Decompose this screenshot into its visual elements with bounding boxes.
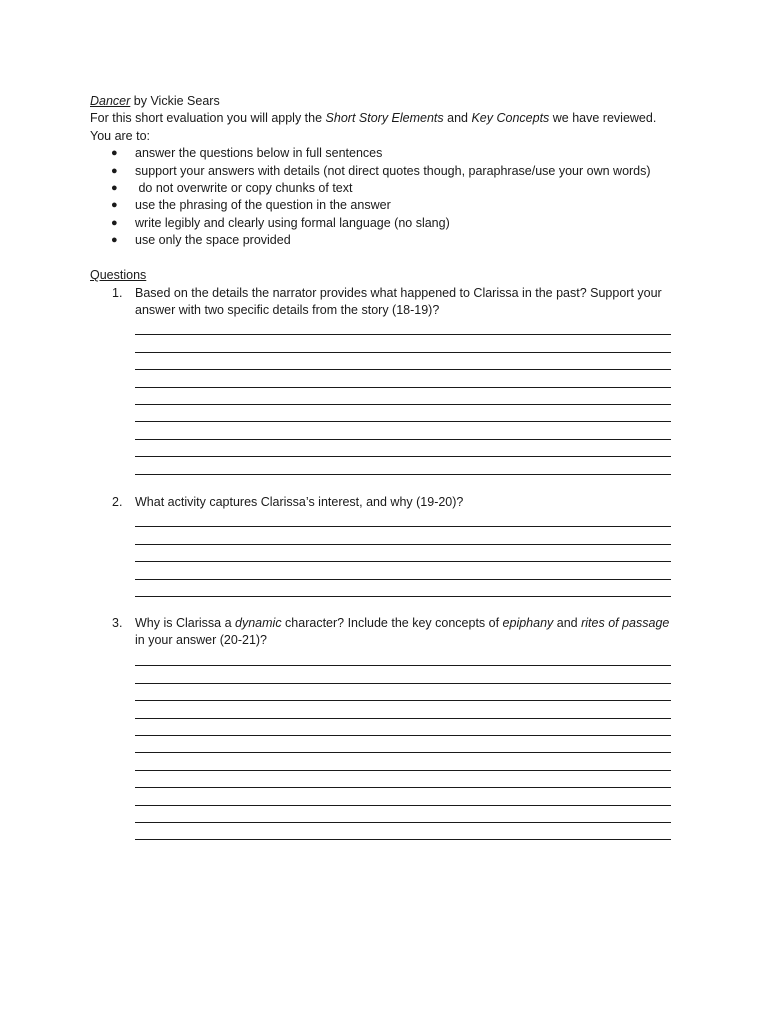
question-number: 1. — [112, 286, 123, 300]
answer-line[interactable] — [135, 823, 671, 840]
answer-line[interactable] — [135, 771, 671, 788]
answer-line[interactable] — [135, 684, 671, 701]
title-line — [90, 93, 690, 110]
bullet-icon: ● — [111, 147, 118, 160]
question-text-line: answer with two specific details from the story (18-19)? — [135, 303, 440, 318]
question-emphasis: epiphany — [502, 616, 554, 630]
question-part: character? Include the key concepts of — [281, 616, 503, 630]
question-number: 3. — [112, 616, 123, 630]
question-part: and — [553, 616, 582, 630]
bullet-text: support your answers with details (not direct quotes though, paraphrase/use your own words) — [135, 163, 651, 178]
answer-line[interactable] — [135, 649, 671, 666]
question-emphasis: rites of passage — [581, 616, 670, 630]
instructions-label: You are to: — [90, 128, 151, 143]
bullet-icon: ● — [111, 199, 118, 212]
intro-text — [90, 110, 690, 127]
answer-line[interactable] — [135, 388, 671, 405]
intro-emphasis: Key Concepts — [471, 111, 550, 126]
answer-line[interactable] — [135, 701, 671, 718]
question-2 — [90, 494, 690, 511]
answer-line[interactable] — [135, 457, 671, 474]
list-item — [90, 232, 690, 249]
intro-emphasis: Short Story Elements — [325, 111, 444, 126]
question-emphasis: dynamic — [235, 616, 282, 630]
bullet-icon: ● — [111, 216, 118, 229]
bullet-icon: ● — [111, 164, 118, 177]
questions-heading: Questions — [90, 268, 147, 282]
answer-line[interactable] — [135, 370, 671, 387]
intro-part: we have reviewed. — [549, 111, 657, 126]
intro-part: and — [443, 111, 472, 126]
answer-line[interactable] — [135, 335, 671, 352]
answer-line[interactable] — [135, 527, 671, 544]
answer-line[interactable] — [135, 318, 671, 335]
question-3 — [90, 615, 690, 650]
question-text-line: Based on the details the narrator provides what happened to Clarissa in the past? Support your — [135, 286, 662, 300]
bullet-text: write legibly and clearly using formal language (no slang) — [135, 215, 450, 230]
instructions-list — [90, 145, 690, 249]
answer-line[interactable] — [135, 580, 671, 597]
question-part: Why is Clarissa a — [135, 616, 236, 630]
answer-line[interactable] — [135, 806, 671, 823]
answer-area-2[interactable] — [135, 510, 671, 597]
answer-line[interactable] — [135, 666, 671, 683]
answer-line[interactable] — [135, 422, 671, 439]
answer-area-3[interactable] — [135, 649, 671, 840]
answer-line[interactable] — [135, 510, 671, 527]
bullet-text: use only the space provided — [135, 233, 291, 248]
list-item — [90, 180, 690, 197]
answer-line[interactable] — [135, 753, 671, 770]
question-text-line: in your answer (20-21)? — [135, 633, 268, 648]
question-number: 2. — [112, 495, 123, 509]
question-text-line — [135, 615, 690, 632]
intro-part: For this short evaluation you will apply the — [90, 111, 326, 126]
bullet-text: do not overwrite or copy chunks of text — [135, 181, 353, 196]
answer-line[interactable] — [135, 788, 671, 805]
question-1 — [90, 285, 690, 320]
bullet-text: answer the questions below in full sentences — [135, 146, 383, 161]
answer-line[interactable] — [135, 562, 671, 579]
story-title: Dancer — [90, 94, 131, 108]
bullet-text: use the phrasing of the question in the answer — [135, 198, 391, 213]
question-text-line: What activity captures Clarissa’s interest, and why (19-20)? — [135, 495, 464, 509]
answer-line[interactable] — [135, 440, 671, 457]
answer-line[interactable] — [135, 353, 671, 370]
bullet-icon: ● — [111, 234, 118, 247]
list-item — [90, 215, 690, 232]
answer-line[interactable] — [135, 719, 671, 736]
answer-line[interactable] — [135, 405, 671, 422]
answer-area-1[interactable] — [135, 318, 671, 475]
worksheet-header — [90, 93, 690, 250]
list-item — [90, 145, 690, 162]
answer-line[interactable] — [135, 545, 671, 562]
list-item — [90, 163, 690, 180]
list-item — [90, 197, 690, 214]
author-byline: by Vickie Sears — [130, 94, 220, 108]
bullet-icon: ● — [111, 182, 118, 195]
answer-line[interactable] — [135, 736, 671, 753]
